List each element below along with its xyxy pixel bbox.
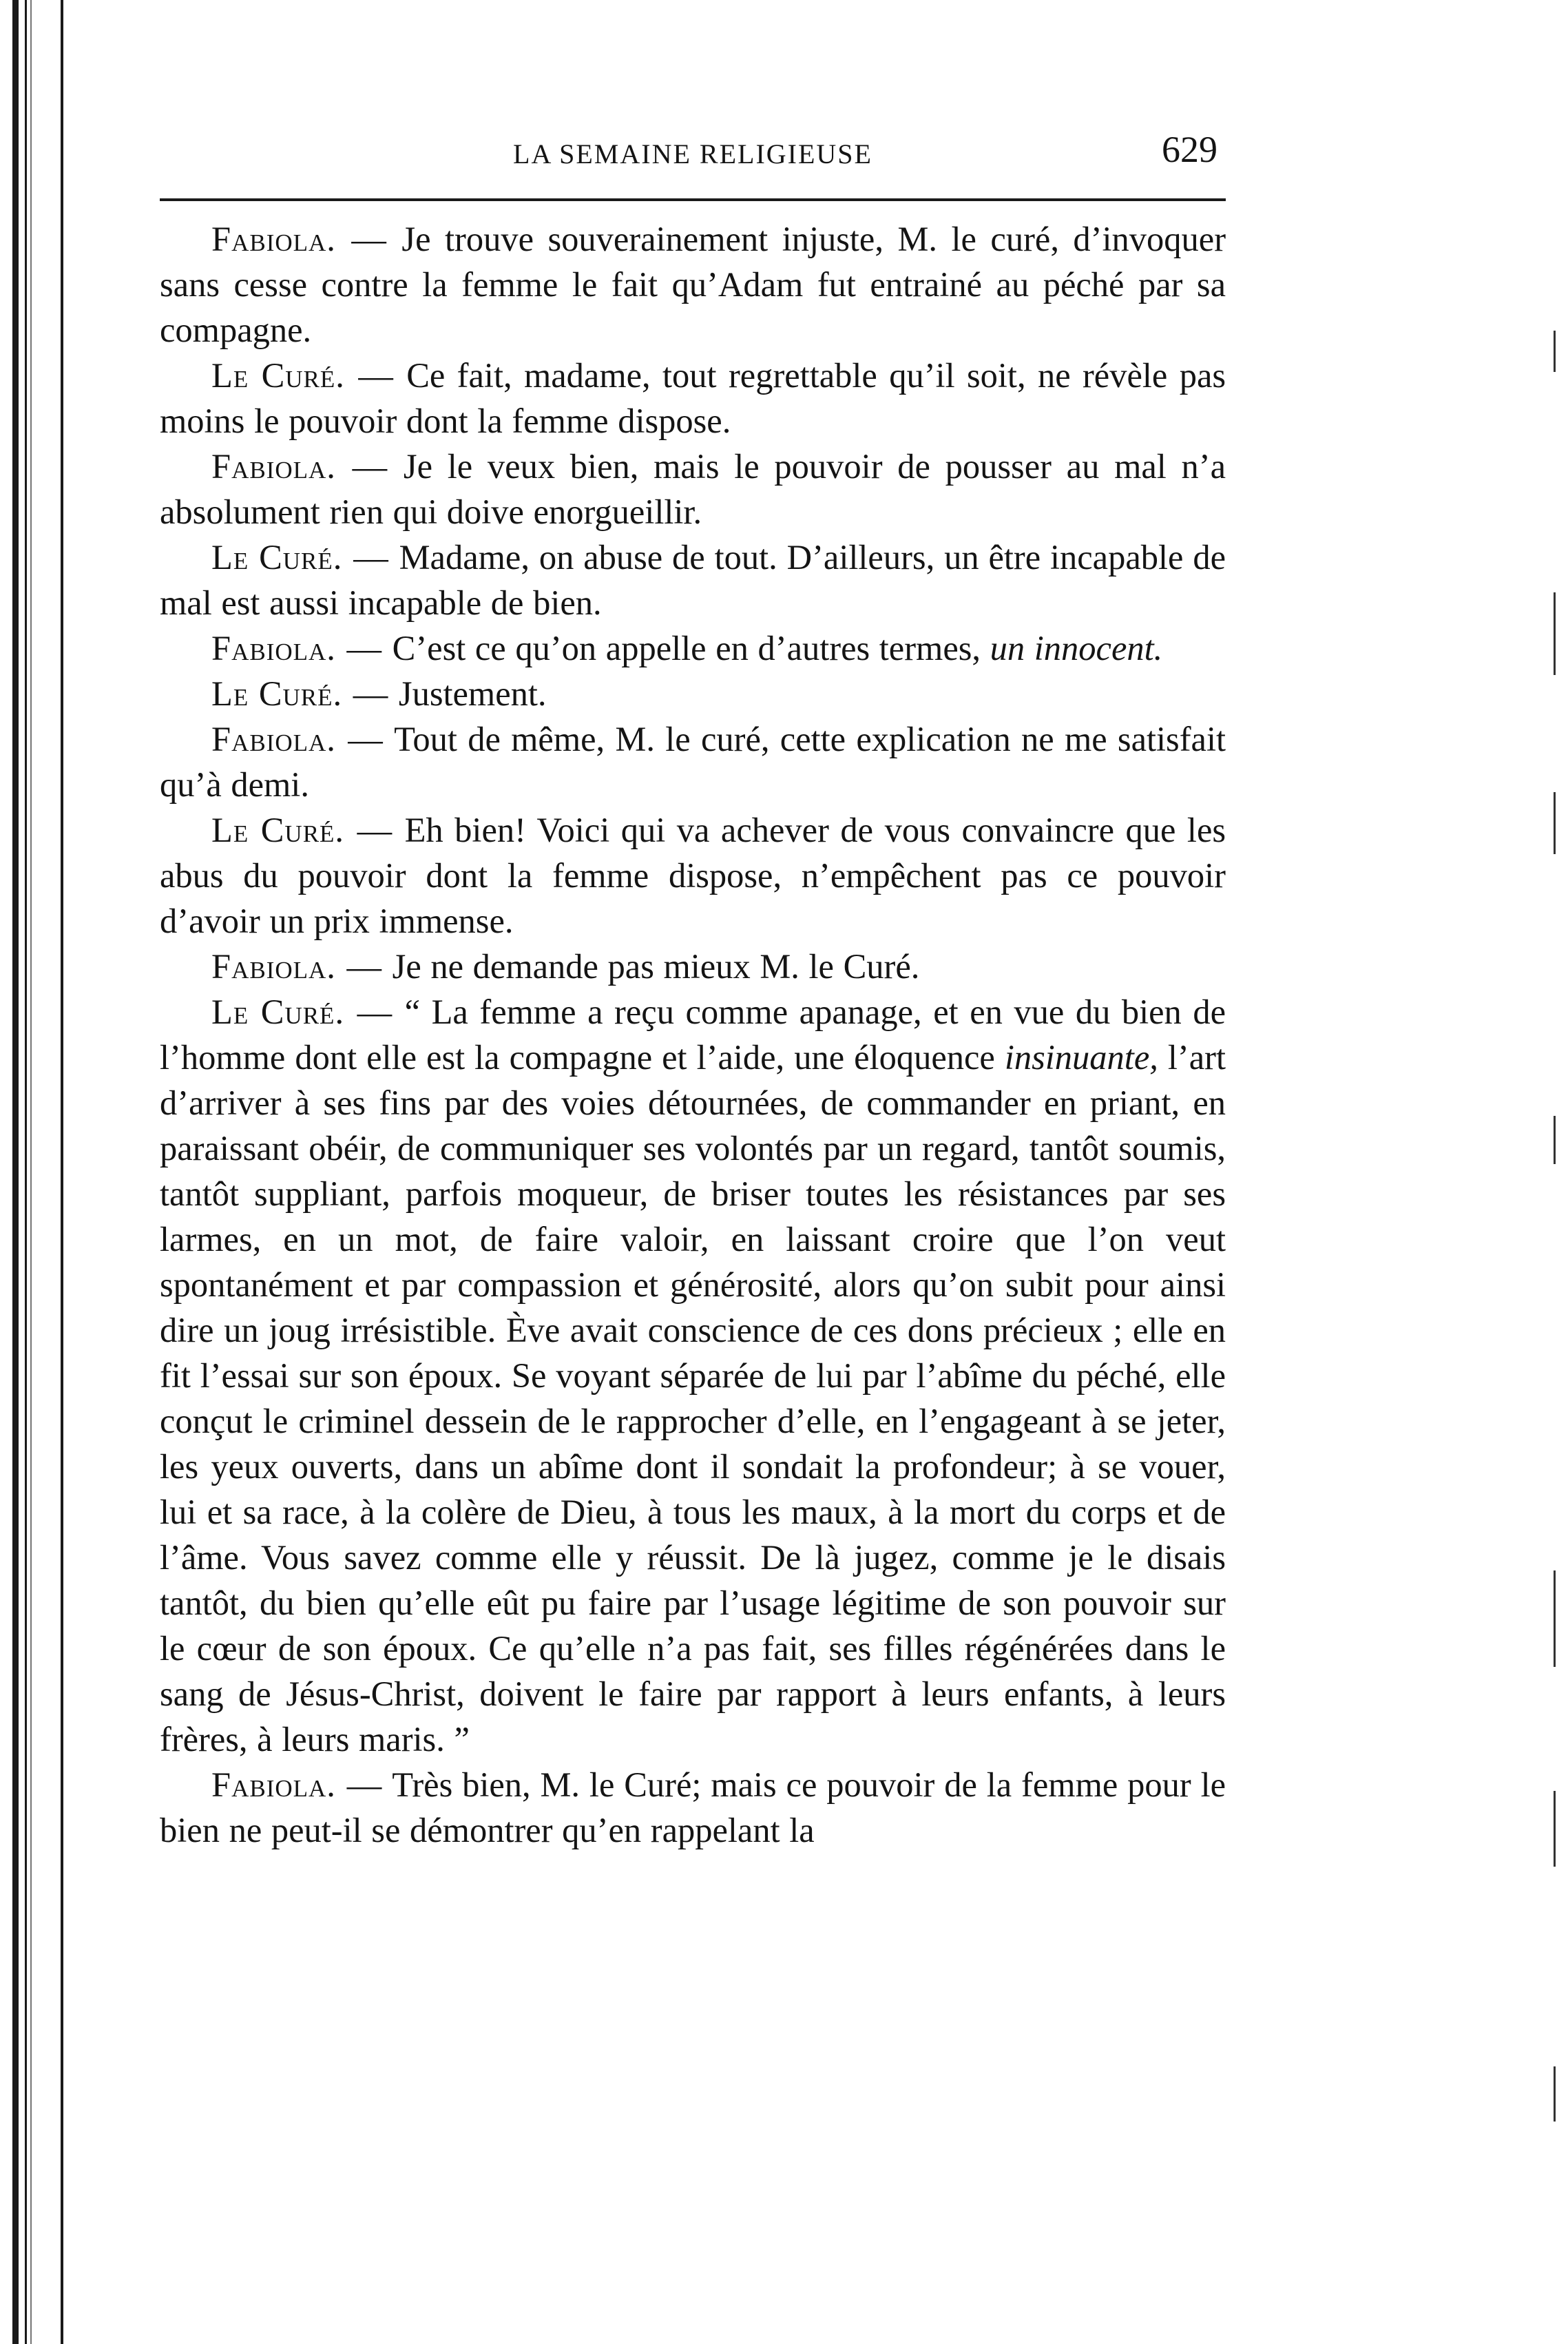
header-rule [160, 198, 1226, 201]
dialogue-paragraph [160, 625, 1226, 671]
right-margin-speckle [1520, 0, 1568, 2344]
dialogue-paragraph [160, 353, 1226, 444]
paragraph-text: Je ne demande pas mieux M. le Curé. [392, 947, 920, 986]
em-dash: — [348, 720, 383, 758]
running-head [160, 123, 1226, 198]
dialogue-paragraph [160, 716, 1226, 807]
binding-edge-rule [12, 0, 19, 2344]
margin-speck [1554, 1116, 1556, 1164]
binding-edge-rule [30, 0, 32, 2344]
paragraph-text: C’est ce qu’on appelle en d’autres termes, [392, 629, 981, 667]
dialogue-paragraph [160, 944, 1226, 989]
dialogue-paragraph [160, 807, 1226, 944]
paragraph-text: Tout de même, M. le curé, cette explication ne me satisfait qu’à demi. [160, 720, 1226, 804]
dialogue-paragraph [160, 671, 1226, 716]
dialogue-paragraph [160, 1762, 1226, 1853]
speaker-name: Fabiola. [211, 629, 336, 667]
margin-speck [1554, 1570, 1556, 1667]
paragraph-text: Je le veux bien, mais le pouvoir de pousser au mal n’a absolument rien qui doive enorgueillir. [160, 447, 1226, 531]
binding-edge-rule [61, 0, 63, 2344]
paragraph-text: Eh bien! Voici qui va achever de vous convaincre que les abus du pouvoir dont la femme dispose, n’empêchent pas ce pouvoir d’avoir un prix immense. [160, 811, 1226, 940]
em-dash: — [352, 447, 388, 486]
paragraph-text: Je trouve souverainement injuste, M. le curé, d’invoquer sans cesse contre la femme le fait qu’Adam fut entrainé au péché par sa compagne. [160, 220, 1226, 349]
em-dash: — [358, 356, 393, 395]
binding-edge [0, 0, 76, 2344]
running-title: LA SEMAINE RELIGIEUSE [513, 138, 872, 169]
paragraph-text: Madame, on abuse de tout. D’ailleurs, un être incapable de mal est aussi incapable de bien. [160, 538, 1226, 622]
margin-speck [1554, 592, 1556, 675]
speaker-name: Fabiola. [211, 1765, 336, 1804]
dialogue-paragraph [160, 444, 1226, 535]
binding-edge-rule [25, 0, 27, 2344]
paragraph-text: Ce fait, madame, tout regrettable qu’il soit, ne révèle pas moins le pouvoir dont la femme dispose. [160, 356, 1226, 440]
em-dash: — [351, 220, 386, 258]
speaker-name: Le Curé. [211, 538, 343, 577]
margin-speck [1554, 331, 1556, 372]
paragraph-text: Très bien, M. le Curé; mais ce pouvoir de la femme pour le bien ne peut-il se démontrer qu’en rappelant la [160, 1765, 1226, 1849]
speaker-name: Fabiola. [211, 220, 336, 258]
em-dash: — [353, 674, 388, 713]
speaker-name: Fabiola. [211, 947, 336, 986]
speaker-name: Le Curé. [211, 811, 345, 849]
speaker-name: Le Curé. [211, 993, 345, 1031]
page-number: 629 [1162, 129, 1217, 170]
italic-text: insinuante, [1004, 1038, 1158, 1077]
dialogue-paragraph [160, 989, 1226, 1762]
em-dash: — [353, 538, 388, 577]
dialogue-paragraph [160, 216, 1226, 353]
em-dash: — [357, 993, 393, 1031]
paragraph-text: “ La femme a reçu comme apanage, et en vue du bien de l’homme dont elle est la compagne et l’aide, une éloquence [160, 993, 1226, 1077]
speaker-name: Le Curé. [211, 356, 345, 395]
paragraph-text: Justement. [398, 674, 547, 713]
margin-speck [1554, 792, 1556, 854]
em-dash: — [357, 811, 393, 849]
dialogue-paragraph [160, 535, 1226, 625]
speaker-name: Fabiola. [211, 720, 336, 758]
margin-speck [1554, 2066, 1556, 2122]
book-page [160, 123, 1226, 1853]
speaker-name: Le Curé. [211, 674, 343, 713]
dialogue-body [160, 216, 1226, 1853]
em-dash: — [346, 1765, 382, 1804]
paragraph-text: l’art d’arriver à ses fins par des voies détournées, de commander en priant, en paraissant obéir, de communiquer ses volontés par un regard, tantôt soumis, tantôt suppliant, parfois moqueur, de briser toutes les résistances par ses larmes, en un mot, de faire valoir, en laissant croire que l’on veut spontanément et par compassion et générosité, alors qu’on subit pour ainsi dire un joug irrésistible. Ève avait conscience de ces dons précieux ; elle en fit l’essai sur son époux. Se voyant séparée de lui par l’abîme du péché, elle conçut le criminel dessein de le rapprocher d’elle, en l’engageant à se jeter, les yeux ouverts, dans un abîme dont il sondait la profondeur; à se vouer, lui et sa race, à la colère de Dieu, à tous les maux, à la mort du corps et de l’âme. Vous savez comme elle y réussit. De là jugez, comme je le disais tantôt, du bien qu’elle eût pu faire par l’usage légitime de son pouvoir sur le cœur de son époux. Ce qu’elle n’a pas fait, ses filles régénérées dans le sang de Jésus-Christ, doivent le faire par rapport à leurs enfants, à leurs frères, à leurs maris. ” [160, 1038, 1226, 1759]
italic-text: un innocent. [990, 629, 1163, 667]
em-dash: — [346, 947, 382, 986]
margin-speck [1554, 1791, 1556, 1867]
em-dash: — [346, 629, 382, 667]
speaker-name: Fabiola. [211, 447, 336, 486]
